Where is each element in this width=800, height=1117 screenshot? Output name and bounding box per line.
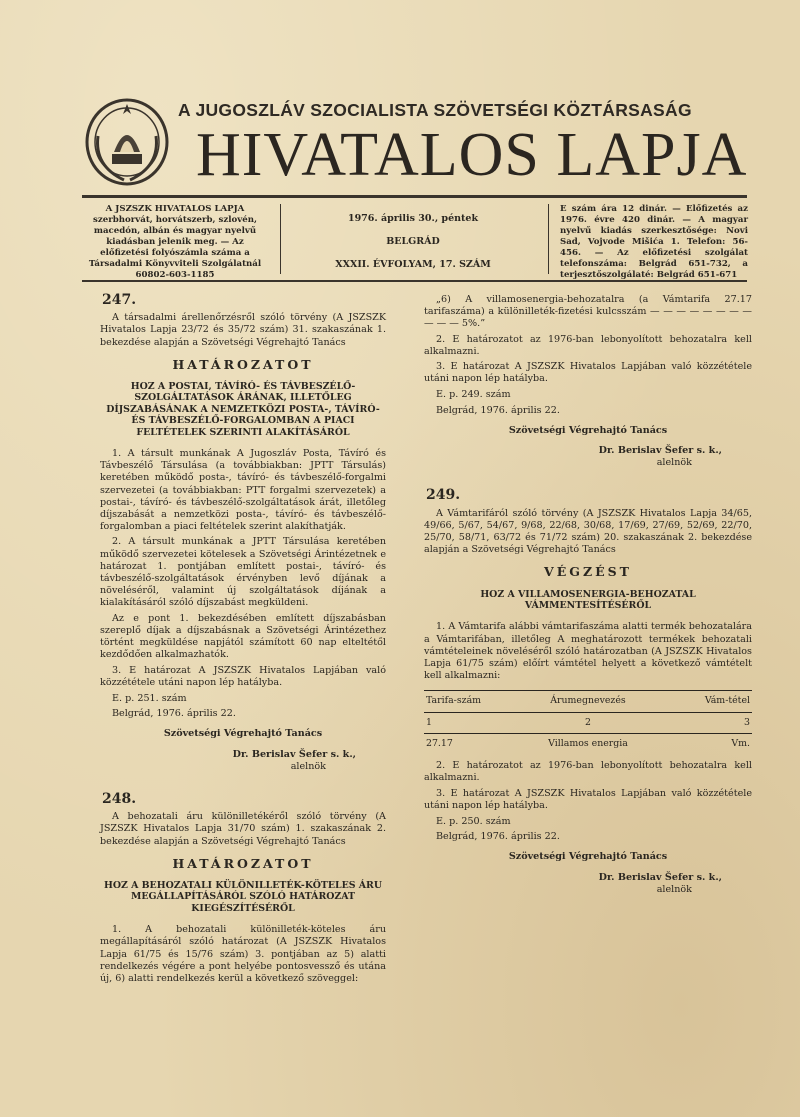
col-tariff-number: Tarifa-szám (424, 691, 496, 712)
s248-heading: HATÁROZATOT (172, 855, 314, 871)
masthead-rule-top (82, 195, 747, 198)
s247-paragraph-3: Az e pont 1. bekezdésében említett díjszabásban szereplő díjak a díjszabásnak a Szövetségi Árintézethez történt megküldése napjától számított 60 nap elteltétől kezdődően alkalmazhatók. (100, 612, 386, 661)
section-number-248: 248. (102, 790, 137, 807)
gazette-title: HIVATALOS LAPJA (196, 121, 748, 189)
state-emblem-icon (84, 96, 170, 188)
s248-paragraph-3: 3. E határozat A JSZSZK Hivatalos Lapjában való közzététele utáni napon lép hatályba. (424, 361, 752, 385)
s248-signer-role: alelnök (656, 457, 692, 469)
issue-city: BELGRÁD (386, 236, 440, 247)
s249-paragraph-3: 3. E határozat A JSZSZK Hivatalos Lapjában való közzététele utáni napon lép hatályba. (424, 787, 752, 811)
s247-place-date: Belgrád, 1976. április 22. (112, 708, 236, 720)
s247-paragraph-2: 2. A társult munkának a JPTT Társulása keretében működő szervezetei kötelesek a Szövetségi Árintézetnek e határozat 1. pontjában említett postai-, távíró- és távbeszélő-szolgáltatások érvényben levő díjának a növeléséről, valamint új szolgáltatások díjának a kialakításáról szóló díjszabást megküldeni. (100, 536, 386, 609)
s247-heading: HATÁROZATOT (172, 356, 314, 372)
s247-signer: Dr. Berislav Šefer s. k., (232, 748, 356, 760)
section-number-249: 249. (426, 487, 461, 504)
s249-reference: E. p. 250. szám (436, 815, 511, 827)
s249-subhead: HOZ A VILLAMOSENERGIA-BEHOZATAL VÁMMENTESÍTÉSÉRŐL (480, 588, 696, 612)
s249-heading: VÉGZÉST (544, 564, 632, 580)
s247-intro: A társadalmi árellenőrzésről szóló törvény (A JSZSZK Hivatalos Lapja 23/72 és 35/72 szám) 31. szakaszának 1. bekezdése alapján a Szövetségi Végrehajtó Tanács (100, 312, 386, 348)
s249-intro: A Vámtarifáról szóló törvény (A JSZSZK Hivatalos Lapja 34/65, 49/66, 5/67, 54/67, 9/68, 22/68, 30/68, 17/69, 27/69, 52/69, 22/70, 25/70, 58/71, 63/72 és 71/72 szám) 20. szakaszának 2. bekezdése alapján a Szövetségi Végrehajtó Tanács (424, 507, 752, 556)
s248-quote: „6) A villamosenergia-behozatalra (a Vámtarifa 27.17 tarifaszáma) a különilleték-fizetési kulcsszám — — — — — — — — — — — 5%.” (424, 294, 752, 330)
masthead-divider-right (548, 204, 549, 274)
s249-place-date: Belgrád, 1976. április 22. (436, 831, 560, 843)
goods-name-cell: Villamos energia (548, 737, 628, 749)
tariff-table-header (424, 691, 752, 712)
s249-signer: Dr. Berislav Šefer s. k., (598, 871, 722, 883)
section-number-247: 247. (102, 292, 137, 308)
s247-signer-role: alelnök (290, 760, 326, 772)
republic-name: A JUGOSZLÁV SZOCIALISTA SZÖVETSÉGI KÖZTÁRSASÁG (178, 100, 692, 120)
tariff-table (424, 690, 752, 754)
masthead-center-info (290, 212, 536, 271)
tariff-number-cell: 27.17 (426, 737, 453, 749)
issue-volume: XXXII. ÉVFOLYAM, 17. SZÁM (335, 259, 491, 270)
s247-organization: Szövetségi Végrehajtó Tanács (163, 728, 323, 740)
col-number-1: 1 (424, 712, 496, 733)
col-goods-name: Árumegnevezés (496, 691, 680, 712)
s249-signer-role: alelnök (656, 883, 692, 895)
masthead-divider-left (280, 204, 281, 274)
col-duty-rate: Vám-tétel (680, 691, 752, 712)
masthead-left-info: A JSZSZK HIVATALOS LAPJA szerbhorvát, horvátszerb, szlovén, macedón, albán és magyar nyelvű kiadásban jelenik meg. — Az előfizetési folyószámla száma a Társadalmi Könyvviteli Szolgálatnál 60802-603-1185 (88, 204, 262, 280)
s249-paragraph-1: 1. A Vámtarifa alábbi vámtarifaszáma alatti termék behozatalára a Vámtarifában, illetőleg A meghatározott termékek behozatali vámtételeinek növeléséről szóló határozatban (A JSZSZK Hivatalos Lapja 61/75 szám) előírt vámtétel helyett a következő vámtételt kell alkalmazni: (424, 621, 752, 682)
s248-paragraph-2: 2. E határozatot az 1976-ban lebonyolított behozatalra kell alkalmazni. (424, 333, 752, 357)
s247-reference: E. p. 251. szám (112, 692, 187, 704)
s248-intro: A behozatali áru különilletékéről szóló törvény (A JSZSZK Hivatalos Lapja 31/70 szám) 1. szakaszának 2. bekezdése alapján a Szövetségi Végrehajtó Tanács (100, 811, 386, 847)
s248-reference: E. p. 249. szám (436, 389, 511, 401)
col-number-3: 3 (680, 712, 752, 733)
s248-paragraph-1: 1. A behozatali különilleték-köteles áru megállapításáról szóló határozat (A JSZSZK Hivatalos Lapja 61/75 és 15/76 szám) 3. pontjában az 5) alatti rendelkezés végére a pont helyébe pontosvessző és utána új, 6) alatti rendelkezés kerül a következő szöveggel: (100, 924, 386, 984)
issue-date: 1976. április 30., péntek (347, 213, 479, 224)
s248-signer: Dr. Berislav Šefer s. k., (598, 445, 722, 457)
s248-place-date: Belgrád, 1976. április 22. (436, 404, 560, 416)
s247-paragraph-4: 3. E határozat A JSZSZK Hivatalos Lapjában való közzététele utáni napon lép hatályba. (100, 664, 386, 688)
masthead-rule-bottom (82, 280, 747, 282)
left-column (100, 294, 386, 988)
s249-organization: Szövetségi Végrehajtó Tanács (508, 851, 668, 863)
s248-organization: Szövetségi Végrehajtó Tanács (508, 424, 668, 436)
tariff-table-number-row (424, 712, 752, 733)
right-column (424, 294, 752, 902)
col-number-2: 2 (496, 712, 680, 733)
s249-paragraph-2: 2. E határozatot az 1976-ban lebonyolított behozatalra kell alkalmazni. (424, 760, 752, 784)
s247-paragraph-1: 1. A társult munkának A Jugoszláv Posta, Távíró és Távbeszélő Társulása (a továbbiakban: JPTT Társulás) keretében működő posta-, távíró- és távbeszélő-forgalmi szervezetei (a továbbiakban: PTT forgalmi szervezetek) a postai-, távíró- és távbeszélő-szolgáltatások árát, illetőleg díjszabását a nemzetközi posta-, távíró- és távbeszélő-forgalomban a piaci feltételek szerint alakíthatják. (100, 448, 386, 533)
masthead-right-info: E szám ára 12 dinár. — Előfizetés az 1976. évre 420 dinár. — A magyar nyelvű kiadás szerkesztősége: Novi Sad, Vojvode Mišića 1. Telefon: 56-456. — Az előfizetési szolgálat telefonszáma: Belgrád 651-732, a terjesztőszolgálaté: Belgrád 651-671 (560, 204, 748, 280)
s248-subhead: HOZ A BEHOZATALI KÜLÖNILLETÉK-KÖTELES ÁRU MEGÁLLAPÍTÁSÁRÓL SZÓLÓ HATÁROZAT KIEGÉSZÍTÉSÉRŐL (103, 879, 383, 914)
table-row (424, 733, 752, 754)
duty-rate-cell: Vm. (731, 737, 750, 749)
s247-subhead: HOZ A POSTAI, TÁVÍRÓ- ÉS TÁVBESZÉLŐ-SZOLGÁLTATÁSOK ÁRÁNAK, ILLETŐLEG DÍJSZABÁSÁNAK A NEMZETKÖZI POSTA-, TÁVÍRÓ- ÉS TÁVBESZÉLŐ-FORGALOMBAN A PIACI FELTÉTELEK SZERINTI ALAKÍTÁSÁRÓL (106, 381, 380, 438)
